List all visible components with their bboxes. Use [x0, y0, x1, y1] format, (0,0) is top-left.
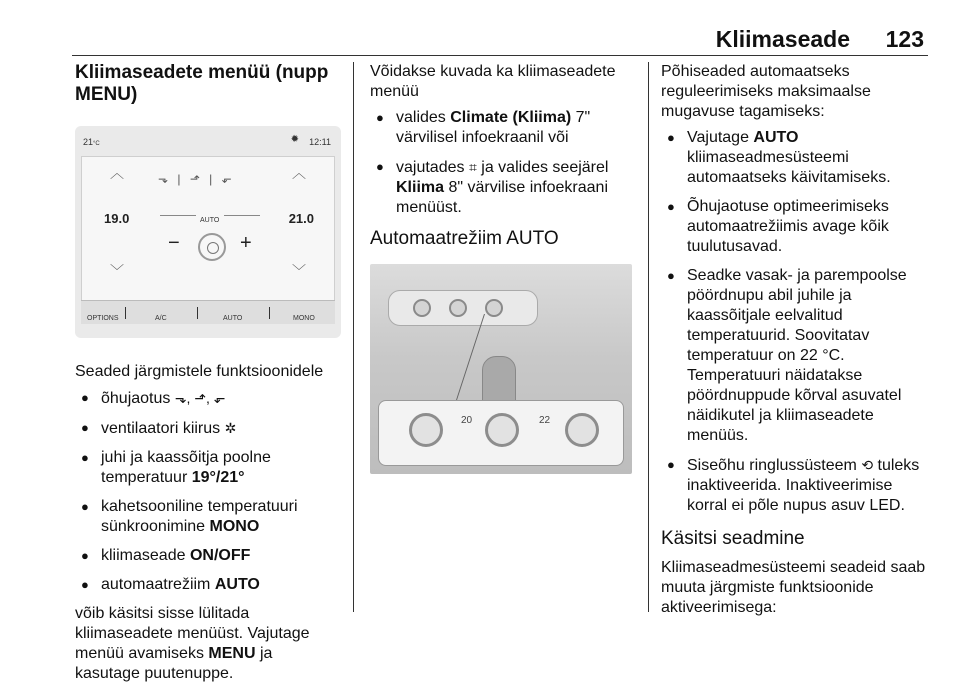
auto-label: AUTO: [200, 217, 220, 224]
bar-separator: [125, 307, 126, 319]
column-1: [75, 62, 341, 684]
column-2: [370, 62, 638, 474]
left-temp-up-icon: ︿: [110, 165, 124, 181]
section-title: Kliimaseade: [715, 26, 850, 52]
settings-outro: võib käsitsi sisse lülitada kliimaseadete menüüst. Vajutage menüü avamiseks MENU ja kasutage puutenuppe.: [75, 605, 310, 682]
fan-speed-icon: [198, 233, 226, 261]
climate-screen: [81, 156, 335, 324]
list-item: ● kahetsooniline temperatuuri sünkroonimine MONO: [75, 497, 341, 537]
list-item: ● Vajutage AUTO kliimaseadmesüsteemi automaatseks käivitamiseks.: [661, 128, 933, 188]
fan-minus-icon: −: [168, 232, 180, 254]
auto-line-right: [224, 215, 260, 216]
left-temp-down-icon: ﹀: [110, 263, 124, 279]
inset-right-temp: 22: [539, 415, 551, 426]
right-temp-down-icon: ﹀: [292, 263, 306, 279]
apps-icon: ⌗: [468, 159, 477, 175]
list-item: ● valides Climate (Kliima) 7" värvilisel infoekraanil või: [370, 108, 638, 148]
manual-intro: Kliimaseadmesüsteemi seadeid saab muuta järgmiste funktsioonide aktiveerimisega:: [661, 559, 926, 616]
manual-heading: Käsitsi seadmine: [661, 528, 805, 549]
settings-list: [75, 388, 341, 595]
column-divider-2: [648, 62, 649, 612]
list-item: ● Õhujaotuse optimeerimiseks automaatrežiimis avage kõik tuulutusavad.: [661, 197, 933, 257]
left-temperature: 19.0: [104, 211, 130, 226]
list-item: ● kliimaseade ON/OFF: [75, 546, 341, 566]
fan-plus-icon: +: [240, 232, 252, 254]
panel-knob: [413, 299, 431, 317]
auto-line-left: [160, 215, 196, 216]
menu-access-list: [370, 108, 638, 218]
panel-knob: [449, 299, 467, 317]
bar-ac: A/C: [155, 315, 167, 322]
basic-settings-list: [661, 128, 933, 516]
climate-bar: [81, 300, 335, 324]
header-rule: [72, 55, 928, 56]
settings-gear-icon: ✹: [290, 134, 299, 145]
fan-icon: ✲: [224, 420, 237, 436]
basic-settings-intro: Põhiseaded automaatseks reguleerimiseks maksimaalse mugavuse tagamiseks:: [661, 63, 871, 120]
list-item: ● Siseõhu ringlussüsteem ⟲ tuleks inaktiveerida. Inaktiveerimise korral ei põle nupus asuv LED.: [661, 455, 933, 516]
recirculation-icon: ⟲: [861, 457, 874, 473]
dashboard-photo: [370, 264, 632, 474]
auto-mode-heading: Automaatrežiim AUTO: [370, 228, 559, 249]
bar-separator: [197, 307, 198, 319]
fan-knob: [485, 413, 519, 447]
page-header: [72, 22, 928, 56]
climate-panel-inset: [378, 400, 624, 466]
list-item: ● ventilaatori kiirus ✲: [75, 418, 341, 439]
column-divider-1: [353, 62, 354, 612]
list-item: ● vajutades ⌗ ja valides seejärel Kliima 8" värvilise infoekraani menüüst.: [370, 157, 638, 218]
list-item: ● Seadke vasak- ja parempoolse pöördnupu abil juhile ja kaassõitjale eelvalitud temperatuurid. Soovitatav temperatuur on 22 °C. Temperatuuri näidatakse pöördnuppude kõrval asuvatel näidikutel ja kliimaseadete menüüs.: [661, 266, 933, 446]
outside-temperature: 21°C: [83, 137, 100, 147]
page-number: 123: [885, 26, 924, 52]
bar-mono: MONO: [293, 315, 315, 322]
menu-intro: Võidakse kuvada ka kliimaseadete menüü: [370, 63, 616, 100]
bar-options: OPTIONS: [87, 315, 119, 322]
left-temp-knob: [409, 413, 443, 447]
bar-auto: AUTO: [223, 315, 243, 322]
bar-separator: [269, 307, 270, 319]
right-temp-up-icon: ︿: [292, 165, 306, 181]
climate-menu-heading: Kliimaseadete menüü (nupp MENU): [75, 62, 329, 105]
air-distribution-icons: ⬎ | ⬏ | ⬐: [158, 172, 235, 186]
list-item: ● õhujaotus ⬎, ⬏, ⬐: [75, 388, 341, 409]
column-3: [661, 62, 933, 618]
list-item: ● juhi ja kaassõitja poolne temperatuur 19°/21°: [75, 448, 341, 488]
inset-left-temp: 20: [461, 415, 473, 426]
climate-menu-figure: [75, 126, 341, 338]
air-distribution-icon: ⬎, ⬏, ⬐: [174, 390, 226, 406]
right-temp-knob: [565, 413, 599, 447]
list-item: ● automaatrežiim AUTO: [75, 575, 341, 595]
clock-time: 12:11: [309, 137, 331, 147]
right-temperature: 21.0: [288, 211, 314, 226]
settings-intro: Seaded järgmistele funktsioonidele: [75, 363, 324, 380]
